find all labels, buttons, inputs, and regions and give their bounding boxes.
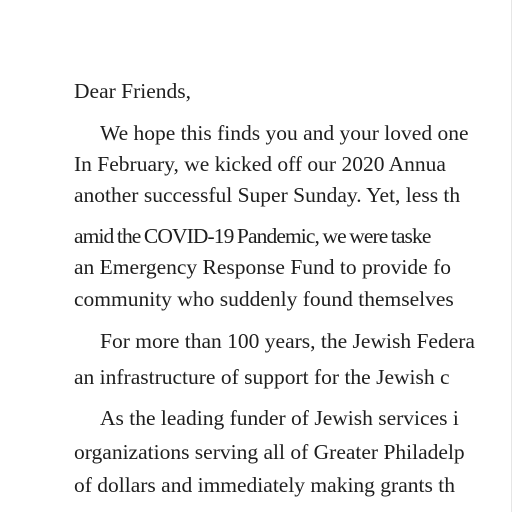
paragraph-3-line-3: of dollars and immediately making grants th [74, 473, 455, 497]
paragraph-2-line-1: For more than 100 years, the Jewish Federa [100, 329, 475, 353]
paragraph-1-line-4: amid the COVID-19 Pandemic, we were taske [74, 224, 431, 248]
paragraph-1-line-5: an Emergency Response Fund to provide fo [74, 255, 451, 279]
paragraph-3-line-2: organizations serving all of Greater Philadelp [74, 440, 465, 464]
paragraph-3-line-1: As the leading funder of Jewish services i [100, 406, 459, 430]
salutation: Dear Friends, [74, 79, 192, 103]
paragraph-2-line-2: an infrastructure of support for the Jewish c [74, 365, 450, 389]
paragraph-1-line-1: We hope this finds you and your loved one [100, 121, 469, 145]
paragraph-1-line-2: In February, we kicked off our 2020 Annua [74, 152, 446, 176]
paragraph-1-line-3: another successful Super Sunday. Yet, less th [74, 183, 461, 207]
paragraph-1-line-6: community who suddenly found themselves [74, 287, 454, 311]
